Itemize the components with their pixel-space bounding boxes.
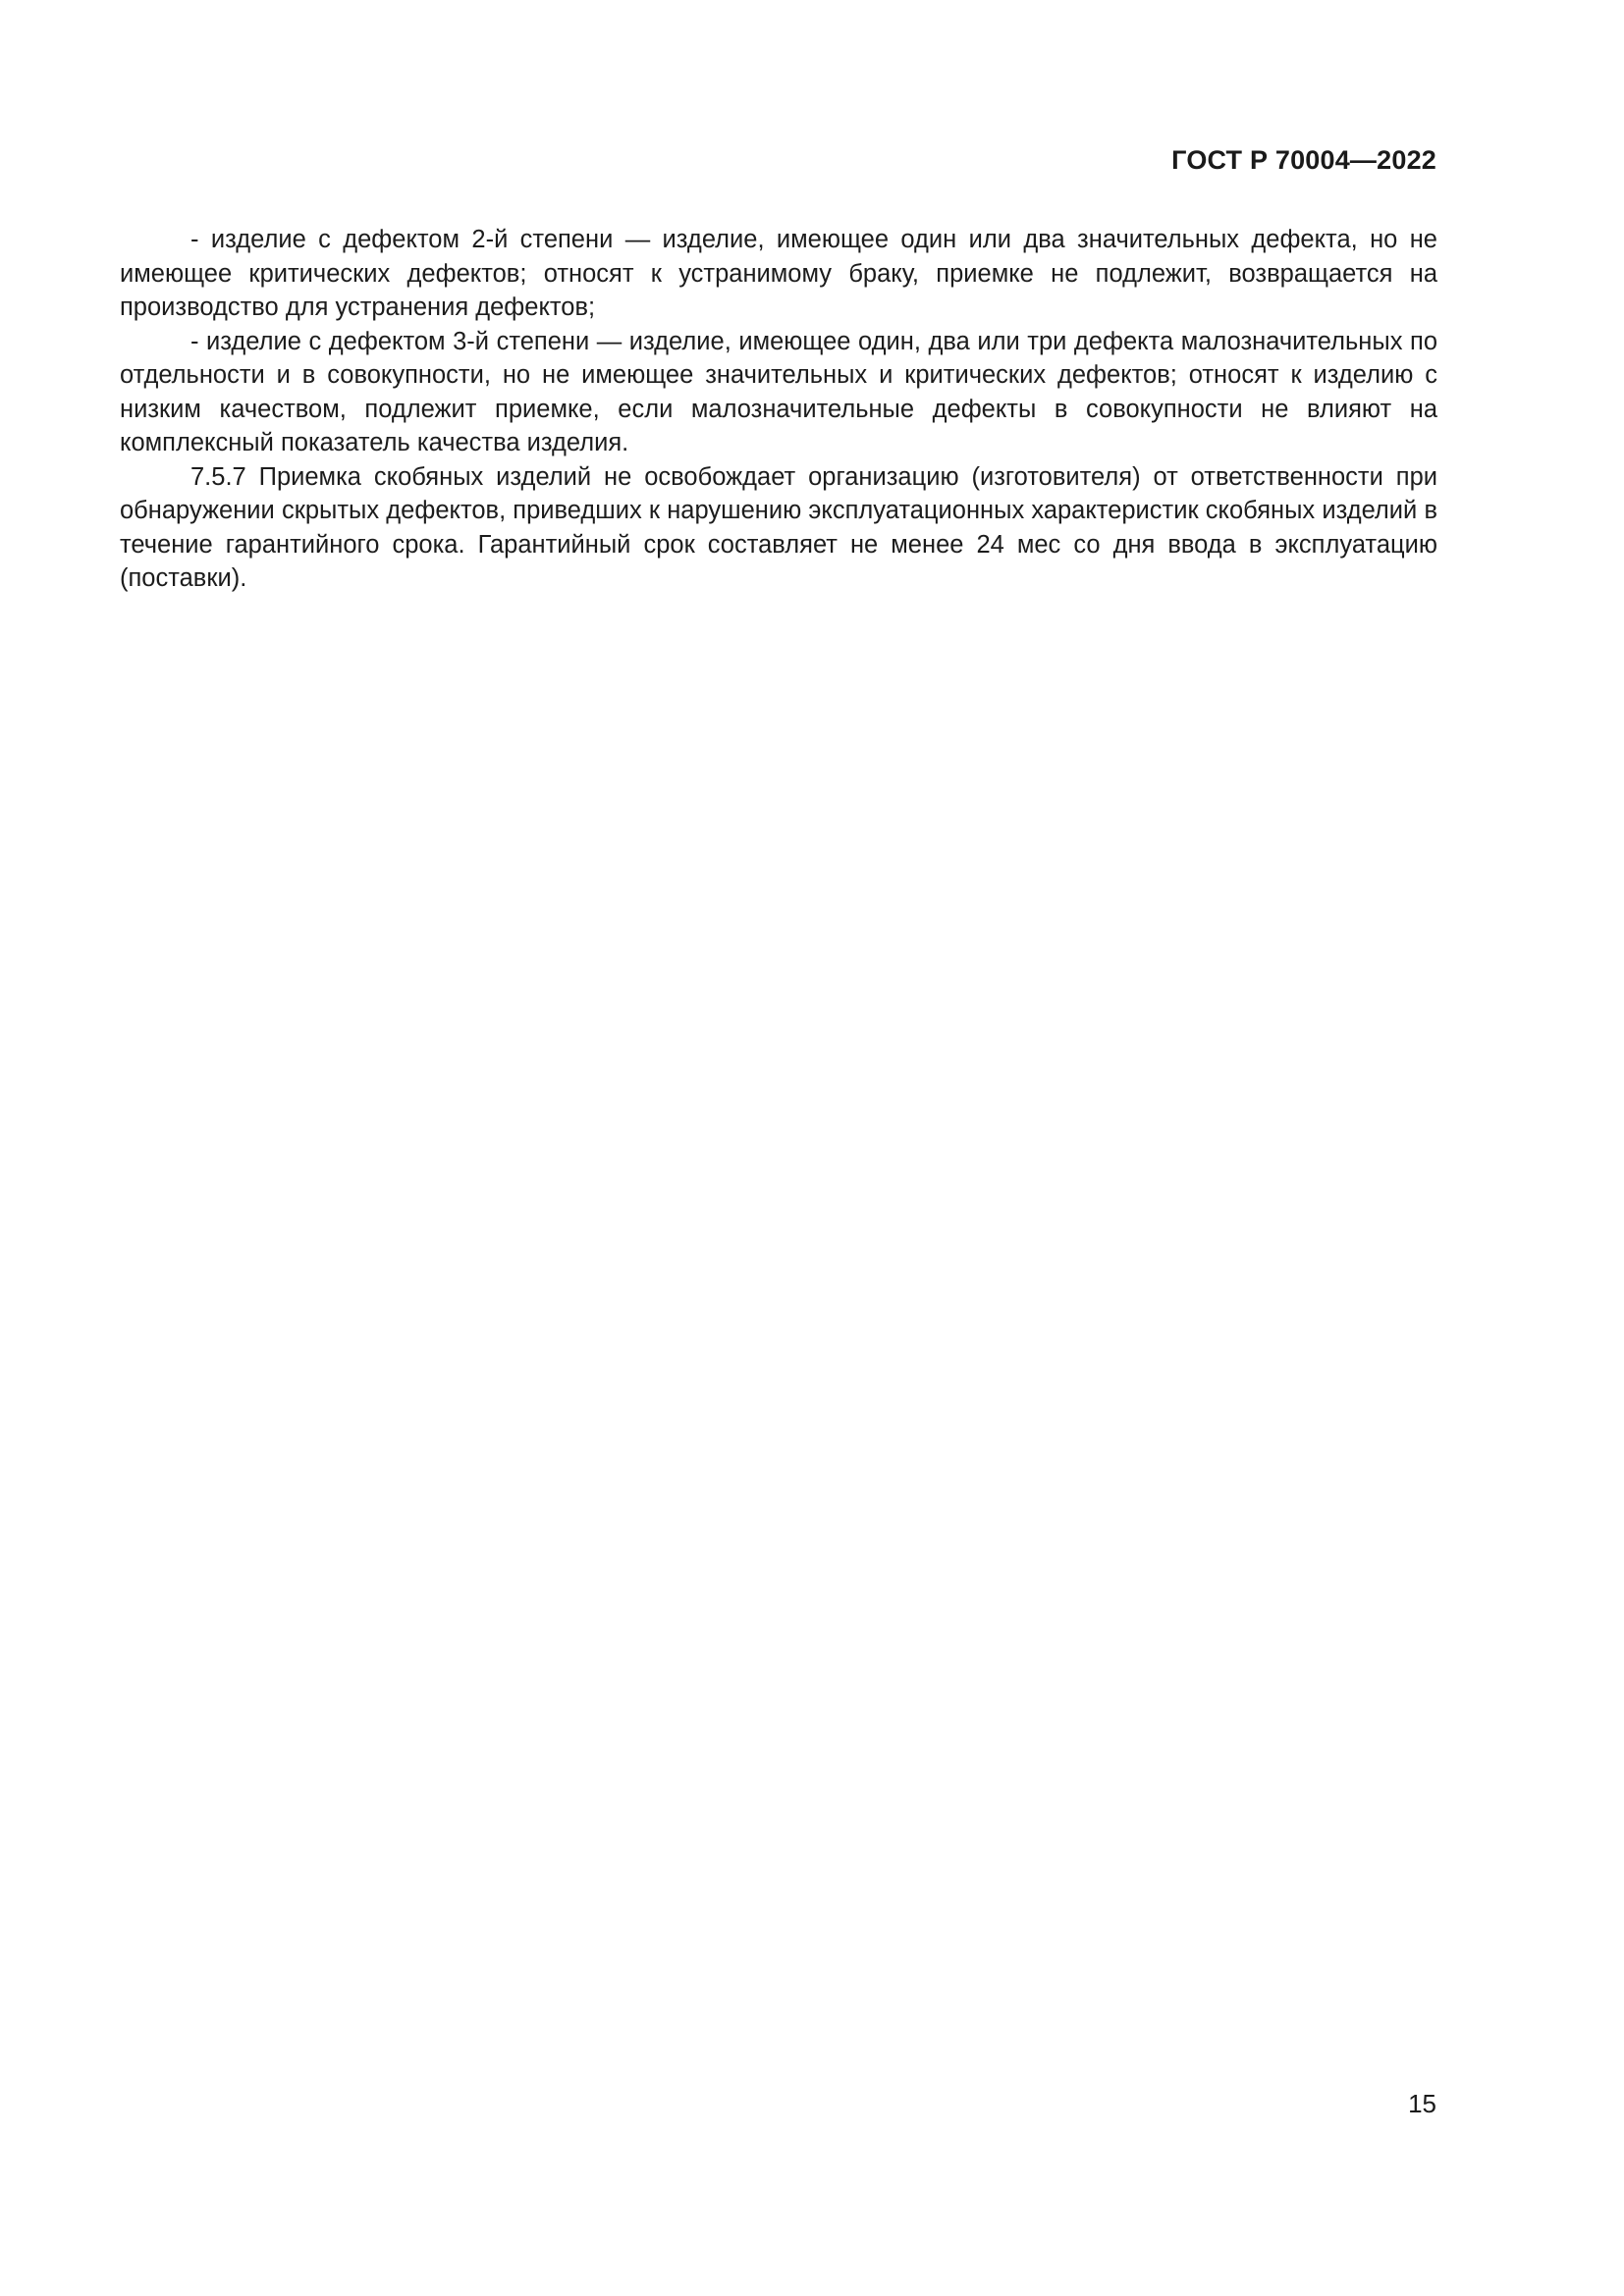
paragraph-defect-grade-3: - изделие с дефектом 3-й степени — изделие, имеющее один, два или три дефекта малозначительных по отдельности и в совокупности, но не имеющее значительных и критических дефектов; относят к изделию с низким качеством, подлежит приемке, если малозначительные дефекты в совокупности не влияют на комплексный показатель качества изделия. [120,327,1437,456]
document-code: ГОСТ Р 70004—2022 [1171,145,1436,175]
paragraph-7-5-7: 7.5.7 Приемка скобяных изделий не освобождает организацию (изготовителя) от ответственности при обнаружении скрытых дефектов, приведших к нарушению эксплуатационных характеристик скобяных изделий в течение гарантийного срока. Гарантийный срок составляет не менее 24 мес со дня ввода в эксплуатацию (поставки). [120,462,1437,592]
paragraph-defect-grade-2: - изделие с дефектом 2-й степени — изделие, имеющее один или два значительных дефекта, но не имеющее критических дефектов; относят к устранимому браку, приемке не подлежит, возвращается на производство для устранения дефектов; [120,226,1437,321]
document-body [120,223,1437,596]
page-number: 15 [1408,2089,1436,2118]
